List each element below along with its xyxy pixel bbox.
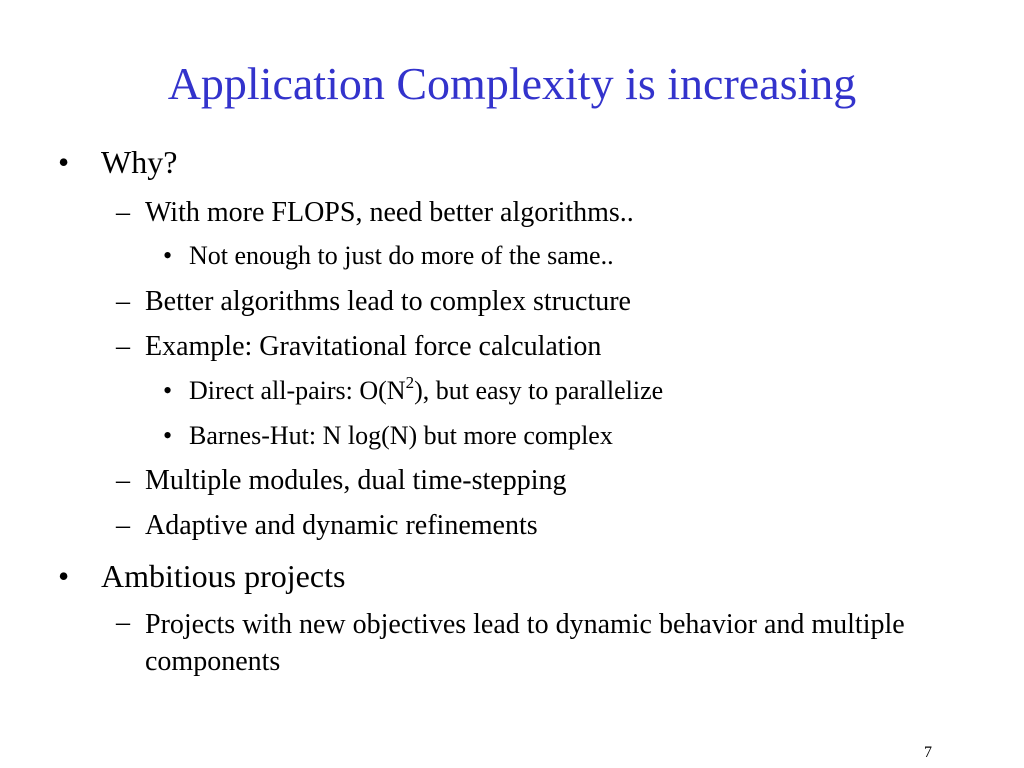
sub-sub-item-text: Barnes-Hut: N log(N) but more complex	[189, 421, 613, 450]
slide-title: Application Complexity is increasing	[167, 58, 857, 109]
dash-marker: –	[116, 286, 130, 317]
sub-sub-item-text	[189, 372, 664, 407]
sub-item-text: Multiple modules, dual time-stepping	[145, 465, 567, 496]
dash-marker: –	[116, 465, 130, 496]
bullet-text: Why?	[101, 144, 178, 180]
exponent: 2	[405, 372, 415, 392]
sub-item-text: Better algorithms lead to complex structure	[145, 286, 631, 317]
sub-item-text: Adaptive and dynamic refinements	[145, 510, 538, 541]
dash-marker: –	[116, 331, 130, 362]
dash-marker: –	[116, 197, 130, 228]
dash-marker: –	[116, 510, 130, 541]
bullet-text: Ambitious projects	[101, 558, 346, 594]
bullet-marker: •	[163, 241, 173, 270]
direct-text-end: ), but easy to parallelize	[414, 376, 664, 405]
bullet-marker: •	[58, 144, 70, 180]
direct-text-start: Direct all-pairs: O(N	[189, 376, 406, 405]
bullet-marker: •	[163, 421, 173, 450]
sub-item-text: Example: Gravitational force calculation	[145, 331, 602, 362]
sub-item-text: Projects with new objectives lead to dynamic behavior and multiple components	[145, 609, 905, 677]
sub-sub-item-text: Not enough to just do more of the same..	[189, 241, 614, 270]
bullet-marker: •	[58, 558, 70, 594]
sub-item-text: With more FLOPS, need better algorithms..	[145, 197, 634, 228]
page-number: 7	[924, 744, 932, 761]
dash-marker: –	[116, 607, 130, 638]
bullet-marker: •	[163, 376, 173, 405]
